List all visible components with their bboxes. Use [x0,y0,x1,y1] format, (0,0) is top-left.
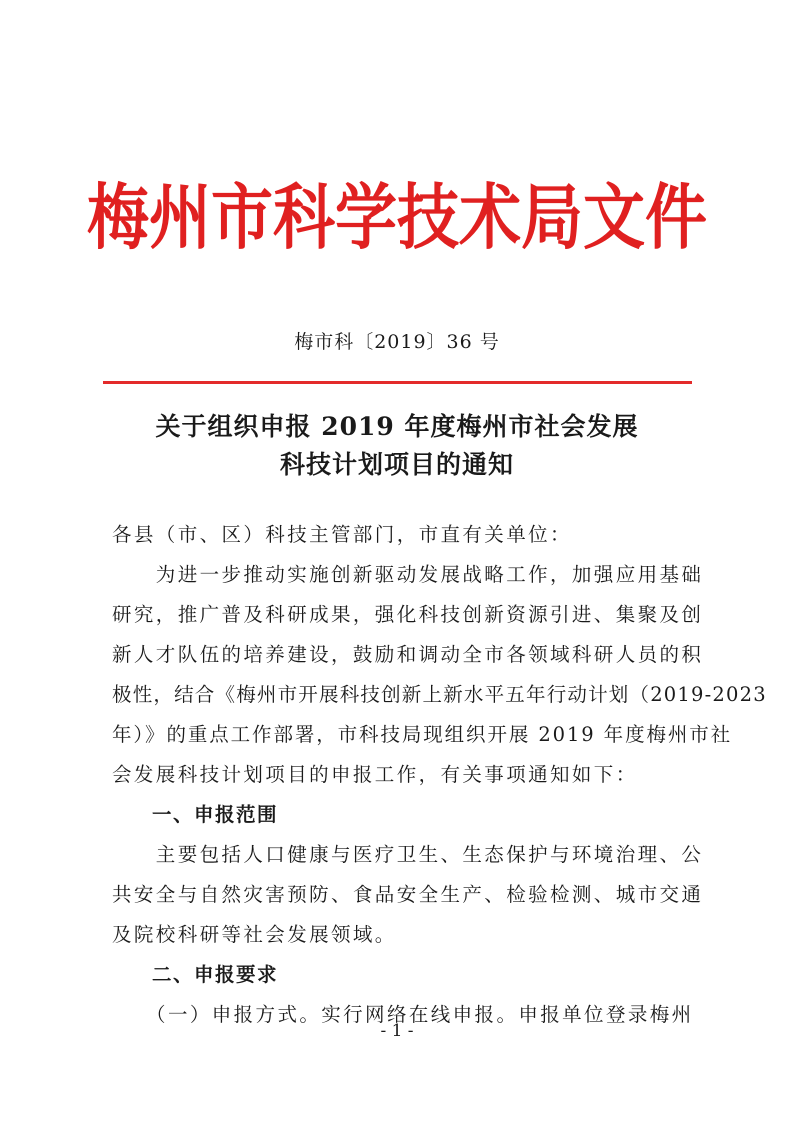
section-1-line: 共安全与自然灾害预防、食品安全生产、检验检测、城市交通 [112,883,704,906]
intro-line: 研究，推广普及科研成果，强化科技创新资源引进、集聚及创 [112,603,704,626]
salutation: 各县（市、区）科技主管部门，市直有关单位： [112,523,572,546]
section-1-line: 主要包括人口健康与医疗卫生、生态保护与环境治理、公 [112,843,704,866]
red-divider [103,381,692,384]
notice-title-line-2: 科技计划项目的通知 [279,450,514,479]
section-heading-requirements: 二、申报要求 [152,963,279,986]
intro-line: 年）》的重点工作部署，市科技局现组织开展 2019 年度梅州市社 [112,723,733,746]
org-header-title: 梅州市科学技术局文件 [86,175,707,260]
section-2-line: （一）申报方式。实行网络在线申报。申报单位登录梅州 [112,1003,694,1026]
intro-line: 会发展科技计划项目的申报工作，有关事项通知如下： [112,763,638,786]
intro-line: 新人才队伍的培养建设，鼓励和调动全市各领域科研人员的积 [112,643,704,666]
section-heading-scope: 一、申报范围 [152,803,279,826]
intro-line: 为进一步推动实施创新驱动发展战略工作，加强应用基础 [112,563,704,586]
notice-title-line-1: 关于组织申报 2019 年度梅州市社会发展 [155,412,639,441]
intro-line: 极性，结合《梅州市开展科技创新上新水平五年行动计划（2019-2023 [112,683,767,706]
section-1-line: 及院校科研等社会发展领域。 [112,923,397,946]
document-number: 梅市科〔2019〕36 号 [294,331,500,353]
page-number: - 1 - [380,1021,414,1041]
